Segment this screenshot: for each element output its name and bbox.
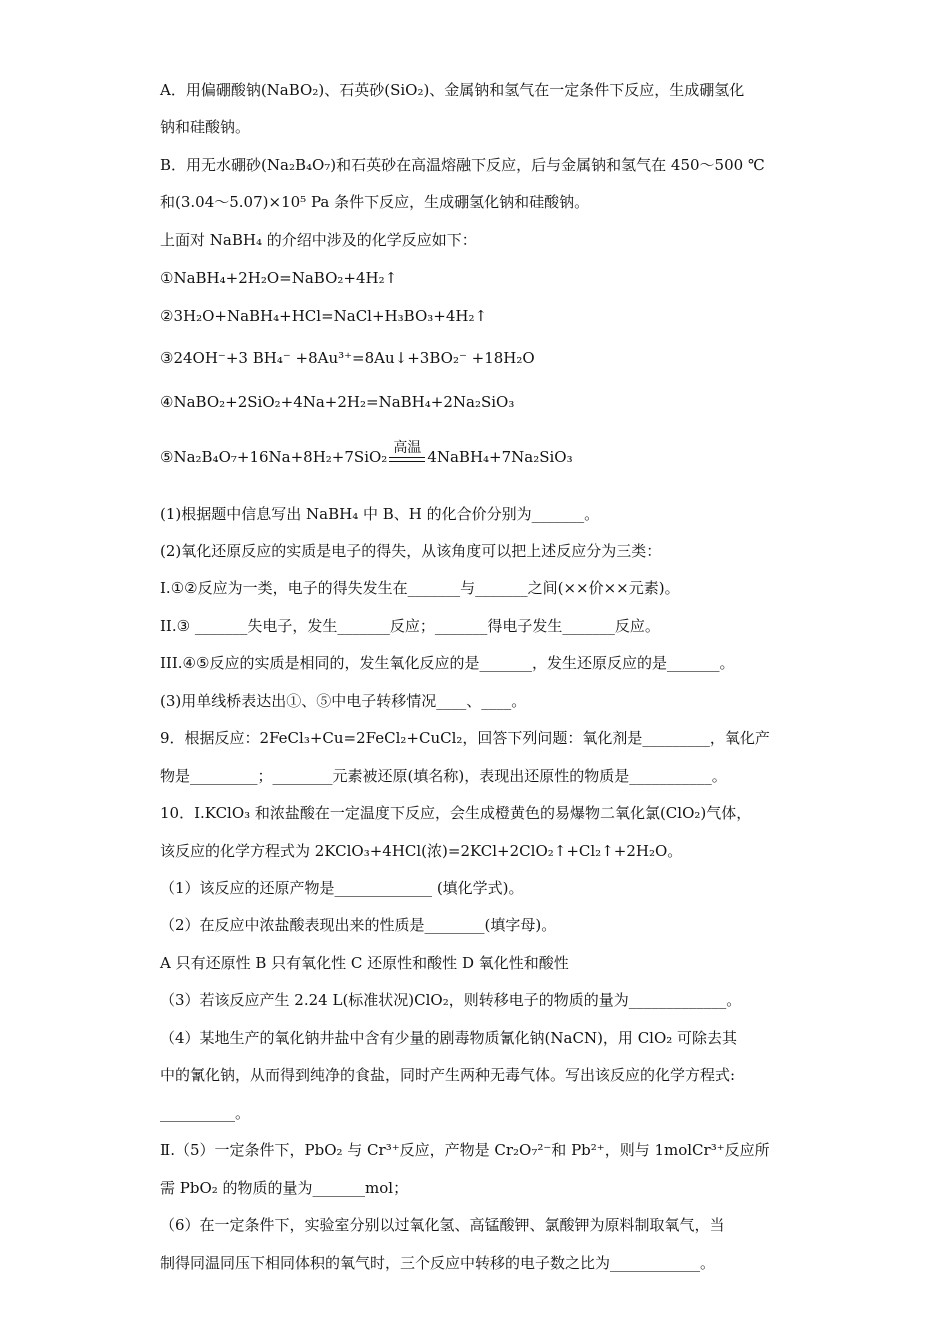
q10-line1: 10．Ⅰ.KClO₃ 和浓盐酸在一定温度下反应，会生成橙黄色的易爆物二氧化氯(ClO₂)气体， [160,804,752,822]
reaction-5 [160,440,573,469]
reaction-5-right: 4NaBH₄+7Na₂SiO₃ [427,448,573,466]
q10-line2: 该反应的化学方程式为 2KClO₃+4HCl(浓)=2KCl+2ClO₂↑+Cl₂↑+2H₂O。 [160,842,683,860]
reaction-5-condition [387,440,427,469]
reaction-2 [160,305,487,327]
question-2-part-i: I.①②反应为一类，电子的得失发生在_______与_______之间(××价××元素)。 [160,579,680,597]
reaction-5-number: ⑤ [160,448,174,466]
reaction-3 [160,347,535,369]
q10-sub5-line2: 需 PbO₂ 的物质的量为_______mol； [160,1179,409,1197]
q9-line1: 9．根据反应：2FeCl₃+Cu=2FeCl₂+CuCl₂，回答下列问题：氧化剂是_________，氧化产 [160,729,770,747]
question-2-part-ii: II.③ _______失电子，发生_______反应；_______得电子发生_______反应。 [160,617,660,635]
q10-sub5-line1: Ⅱ.（5）一定条件下，PbO₂ 与 Cr³⁺反应，产物是 Cr₂O₇²⁻和 Pb²⁺，则与 1molCr³⁺反应所 [160,1141,770,1159]
reaction-5-left: Na₂B₄O₇+16Na+8H₂+7SiO₂ [173,448,388,466]
intro-b-line1: B．用无水硼砂(Na₂B₄O₇)和石英砂在高温熔融下反应，后与金属钠和氢气在 450～500 ℃ [160,156,765,174]
intro-lead: 上面对 NaBH₄ 的介绍中涉及的化学反应如下： [160,231,477,249]
reaction-4-number: ④ [160,393,174,411]
reaction-1-equation: NaBH₄+2H₂O=NaBO₂+4H₂↑ [173,269,398,287]
intro-a-line1: A．用偏硼酸钠(NaBO₂)、石英砂(SiO₂)、金属钠和氢气在一定条件下反应，生成硼氢化 [160,81,745,99]
q10-sub2: （2）在反应中浓盐酸表现出来的性质是________(填字母)。 [160,916,557,934]
reaction-4-equation: NaBO₂+2SiO₂+4Na+2H₂=NaBH₄+2Na₂SiO₃ [173,393,515,411]
reaction-3-equation: 24OH⁻+3 BH₄⁻ +8Au³⁺=8Au↓+3BO₂⁻ +18H₂O [173,349,535,367]
q10-sub4-answer: __________。 [160,1104,251,1122]
reaction-5-condition-label: 高温 [393,440,422,456]
question-2: (2)氧化还原反应的实质是电子的得失，从该角度可以把上述反应分为三类： [160,542,662,560]
q10-sub3: （3）若该反应产生 2.24 L(标准状况)ClO₂，则转移电子的物质的量为_____________。 [160,991,742,1009]
q10-sub4-line2: 中的氰化钠，从而得到纯净的食盐，同时产生两种无毒气体。写出该反应的化学方程式: [160,1066,736,1084]
q10-options: A 只有还原性 B 只有氧化性 C 还原性和酸性 D 氧化性和酸性 [160,954,569,972]
reaction-2-equation: 3H₂O+NaBH₄+HCl=NaCl+H₃BO₃+4H₂↑ [173,307,488,325]
reaction-1 [160,267,397,289]
reaction-5-equals-sign [389,457,425,462]
reaction-4 [160,391,514,413]
question-3: (3)用单线桥表达出①、⑤中电子转移情况____、____。 [160,692,527,710]
question-2-part-iii: III.④⑤反应的实质是相同的，发生氧化反应的是_______，发生还原反应的是_______。 [160,654,735,672]
q10-sub6-line2: 制得同温同压下相同体积的氧气时，三个反应中转移的电子数之比为____________。 [160,1254,716,1272]
q10-sub1: （1）该反应的还原产物是_____________ (填化学式)。 [160,879,524,897]
q10-sub6-line1: （6）在一定条件下，实验室分别以过氧化氢、高锰酸钾、氯酸钾为原料制取氧气，当 [160,1216,725,1234]
q10-sub4-line1: （4）某地生产的氧化钠井盐中含有少量的剧毒物质氰化钠(NaCN)，用 ClO₂ 可除去其 [160,1029,738,1047]
reaction-2-number: ② [160,307,174,325]
q9-line2: 物是_________；________元素被还原(填名称)，表现出还原性的物质是___________。 [160,767,727,785]
intro-a-line2: 钠和硅酸钠。 [160,118,251,136]
reaction-1-number: ① [160,269,174,287]
reaction-3-number: ③ [160,349,174,367]
question-1: (1)根据题中信息写出 NaBH₄ 中 B、H 的化合价分别为_______。 [160,505,600,523]
intro-b-line2: 和(3.04～5.07)×10⁵ Pa 条件下反应，生成硼氢化钠和硅酸钠。 [160,193,590,211]
